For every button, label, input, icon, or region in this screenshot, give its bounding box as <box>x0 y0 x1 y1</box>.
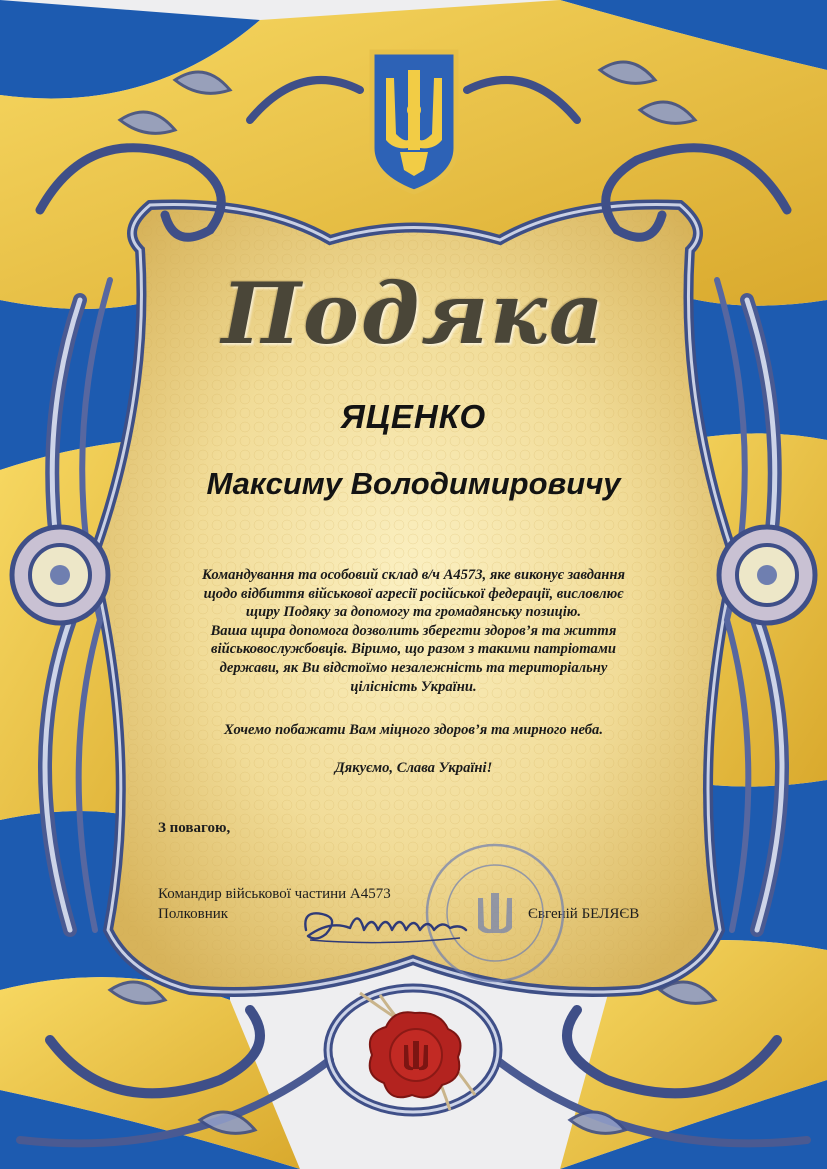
tryzub-icon <box>368 48 460 196</box>
commander-rank: Полковник <box>158 906 229 922</box>
body-line: держави, як Ви відстоїмо незалежність та територіальну <box>219 659 608 676</box>
certificate-title: Подяка <box>221 264 606 363</box>
left-rosette <box>12 527 108 623</box>
commander-title: Командир військової частини А4573 <box>158 886 391 902</box>
body-line: щиру Подяку за допомогу та громадянську позицію. <box>245 604 582 621</box>
signer-name: Євгеній БЕЛЯЄВ <box>528 906 640 922</box>
thanks-line: Дякуємо, Слава Україні! <box>334 760 493 776</box>
body-line: Командування та особовий склад в/ч А4573, яке виконує завдання <box>202 567 625 583</box>
wish-line: Хочемо побажати Вам міцного здоров’я та мирного неба. <box>224 722 603 738</box>
body-line: військовослужбовців. Віримо, що разом з такими патріотами <box>211 641 616 658</box>
certificate-body <box>150 566 677 696</box>
body-line: щодо відбиття військової агресії російської федерації, висловлює <box>203 585 624 602</box>
wax-seal-icon <box>340 985 490 1115</box>
body-line: Ваша щира допомога дозволить зберегти здоров’я та життя <box>210 622 617 639</box>
closing-phrase: З повагою, <box>158 820 231 836</box>
handwritten-signature <box>300 900 470 950</box>
recipient-given-names: Максиму Володимировичу <box>206 466 621 501</box>
right-rosette <box>719 527 815 623</box>
recipient-surname: ЯЦЕНКО <box>340 398 487 435</box>
body-line: цілісність України. <box>350 678 477 695</box>
